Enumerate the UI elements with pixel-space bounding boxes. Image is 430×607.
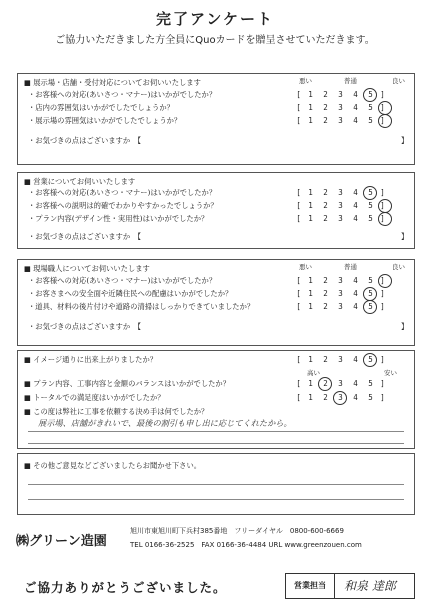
page-title: 完了アンケート [155, 10, 275, 28]
question-row: ■ トータルでの満足度はいかがでしたか？ [ 1 2 3 4 5 ] [18, 391, 414, 404]
section-head: ■ 展示場・店舗・受付対応についてお伺いいたします [24, 78, 201, 87]
company-contact: TEL 0166-36-2525 FAX 0166-36-4484 URL www.greenzouen.com [130, 541, 362, 549]
question-row: ■ プラン内容、工事内容と金額のバランスはいかがでしたか？ [ 1 2 3 4 5 ] [18, 377, 414, 390]
section-sales: ■ 営業についてお伺いいたします ・お客様への対応(あいさつ・マナー)はいかがでしたか？ [ 1 2 3 4 5 ] ・お客様への説明は的確でわかりやすかったでしょうか？ [ 1 2 3 4 5 ] ・プラン内容(デザイン性・実用性)はいかがでしたか？ [ 1 2 3 4 5 ] ・お気づきの点はございますか 【 】 [17, 172, 415, 249]
section-other [17, 453, 415, 515]
section-showroom: 悪い 普通 良い ■ 展示場・店舗・受付対応についてお伺いいたします ・お客様への対応(あいさつ・マナー)はいかがでしたか？ [ 1 2 3 4 5 ] ・店内の雰囲気はいかがでしたでしょうか？ [ 1 2 3 4 5 ] ・展示場の雰囲気はいかがでしたでしょうか？ [ 1 2 3 4 5 ] ・お気づきの点はございますか 【 】 [17, 73, 415, 165]
label-normal: 普通 [344, 77, 357, 85]
question-row: ・お客様への対応(あいさつ・マナー)はいかがでしたか？ [ 1 2 3 4 5 ] [18, 274, 414, 287]
answer-circle [363, 186, 377, 200]
staff-name: 和泉 達郎 [344, 579, 396, 593]
answer-circle [363, 300, 377, 314]
rating-scale[interactable]: [ 1 2 3 4 5 ] [296, 289, 385, 298]
label-bad: 悪い [299, 263, 312, 271]
staff-label: 営業担当 [286, 574, 335, 598]
answer-circle [363, 287, 377, 301]
rating-scale[interactable]: [ 1 2 3 4 5 ] [296, 355, 385, 364]
label-bad: 悪い [299, 77, 312, 85]
rating-scale[interactable]: [ 1 2 3 4 5 ] [296, 379, 385, 388]
page-subtitle: ご協力いただきました方全員にQuoカードを贈呈させていただきます。 [55, 35, 375, 46]
question-row: ・店内の雰囲気はいかがでしたでしょうか？ [ 1 2 3 4 5 ] [18, 101, 414, 114]
label-cheap: 安い [384, 369, 397, 377]
section-head: ■ その他ご意見などございましたらお聞かせ下さい。 [24, 461, 202, 470]
answer-circle [378, 114, 392, 128]
question-row: ・道具、材料の後片付けや道路の清掃はしっかりできていましたか？ [ 1 2 3 4 5 ] [18, 300, 414, 313]
handwritten-reason: 展示場、店舗がきれいで、最後の割引も申し出に応じてくれたから。 [38, 418, 292, 428]
rating-scale[interactable]: [ 1 2 3 4 5 ] [296, 214, 385, 223]
comment-prompt: ・お気づきの点はございますか 【 [28, 322, 142, 331]
company-address: 旭川市東旭川町下兵村385番地 フリーダイヤル 0800-600-6669 [130, 527, 344, 535]
question-row: ■ イメージ通りに出来上がりましたか？ [ 1 2 3 4 5 ] [18, 353, 414, 366]
question-row: ・お客さまへの安全面や近隣住民への配慮はいかがでしたか？ [ 1 2 3 4 5 ] [18, 287, 414, 300]
comment-prompt: ・お気づきの点はございますか 【 [28, 232, 142, 241]
question-row: ・お客様への対応(あいさつ・マナー)はいかがでしたか？ [ 1 2 3 4 5 ] [18, 186, 414, 199]
staff-box [285, 573, 415, 599]
question-row: ・お客様への対応(あいさつ・マナー)はいかがでしたか？ [ 1 2 3 4 5 ] [18, 88, 414, 101]
rating-scale[interactable]: [ 1 2 3 4 5 ] [296, 188, 385, 197]
section-overall [17, 350, 415, 449]
section-craftsmen: 悪い 普通 良い ■ 現場職人についてお伺いいたします ・お客様への対応(あいさつ・マナー)はいかがでしたか？ [ 1 2 3 4 5 ] ・お客さまへの安全面や近隣住民への配慮はいかがでしたか？ [ 1 2 3 4 5 ] ・道具、材料の後片付けや道路の清掃はしっかりできていましたか？ [ 1 2 3 4 5 ] ・お気づきの点はございますか 【 】 [17, 259, 415, 346]
answer-circle [378, 212, 392, 226]
answer-circle [378, 199, 392, 213]
label-good: 良い [392, 263, 405, 271]
rating-scale[interactable]: [ 1 2 3 4 5 ] [296, 90, 385, 99]
rating-scale[interactable]: [ 1 2 3 4 5 ] [296, 302, 385, 311]
company-logo: ㈱グリーン造園 [16, 534, 107, 549]
comment-prompt: ・お気づきの点はございますか 【 [28, 136, 142, 145]
label-high: 高い [307, 369, 320, 377]
answer-circle [378, 101, 392, 115]
rating-scale[interactable]: [ 1 2 3 4 5 ] [296, 116, 385, 125]
answer-circle [333, 391, 347, 405]
label-good: 良い [392, 77, 405, 85]
answer-circle [378, 274, 392, 288]
answer-circle [363, 88, 377, 102]
rating-scale[interactable]: [ 1 2 3 4 5 ] [296, 276, 385, 285]
rating-scale[interactable]: [ 1 2 3 4 5 ] [296, 103, 385, 112]
answer-circle [318, 377, 332, 391]
rating-scale[interactable]: [ 1 2 3 4 5 ] [296, 393, 385, 402]
section-head: ■ 営業についてお伺いいたします [24, 177, 136, 186]
thanks-message: ご協力ありがとうございました。 [24, 580, 227, 595]
question-row: ・お客様への説明は的確でわかりやすかったでしょうか？ [ 1 2 3 4 5 ] [18, 199, 414, 212]
question-row: ・プラン内容(デザイン性・実用性)はいかがでしたか？ [ 1 2 3 4 5 ] [18, 212, 414, 225]
question-row: ・展示場の雰囲気はいかがでしたでしょうか？ [ 1 2 3 4 5 ] [18, 114, 414, 127]
rating-scale[interactable]: [ 1 2 3 4 5 ] [296, 201, 385, 210]
decision-question: ■ この度は弊社に工事を依頼する決め手は何でしたか？ [24, 407, 209, 416]
label-normal: 普通 [344, 263, 357, 271]
answer-circle [363, 353, 377, 367]
section-head: ■ 現場職人についてお伺いいたします [24, 264, 150, 273]
